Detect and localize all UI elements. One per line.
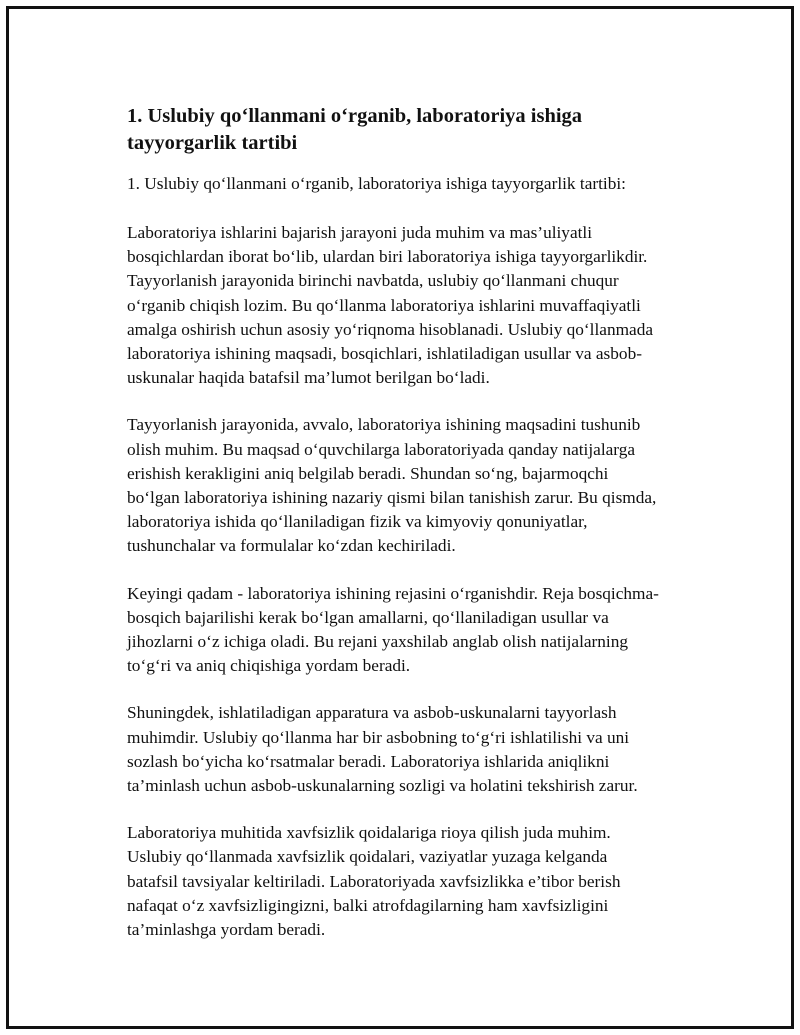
page-border (6, 6, 794, 1029)
document-body (127, 103, 707, 942)
paragraph-5: Laboratoriya muhitida xavfsizlik qoidalariga rioya qilish juda muhim. Uslubiy qo‘llanmada xavfsizlik qoidalari, vaziyatlar yuzaga kelganda batafsil tavsiyalar keltiriladi. Laboratoriyada xavfsizlikka e’tibor berish nafaqat o‘z xavfsizligingizni, balki atrofdagilarning ham xavfsizligini ta’minlashga yordam beradi. (127, 823, 621, 940)
paragraph-3: Keyingi qadam - laboratoriya ishining rejasini o‘rganishdir. Reja bosqichma- bosqich bajarilishi kerak bo‘lgan amallarni, qo‘llaniladigan usullar va jihozlarni o‘z ichiga oladi. Bu rejani yaxshilab anglab olish natijalarning to‘g‘ri va aniq chiqishiga yordam beradi. (127, 583, 659, 676)
page-title: 1. Uslubiy qo‘llanmani o‘rganib, laboratoriya ishiga tayyorgarlik tartibi (127, 105, 583, 154)
paragraph-1: Laboratoriya ishlarini bajarish jarayoni juda muhim va mas’uliyatli bosqichlardan iborat bo‘lib, ulardan biri laboratoriya ishiga tayyorgarlikdir. Tayyorlanish jarayonida birinchi navbatda, uslubiy qo‘llanmani chuqur o‘rganib chiqish lozim. Bu qo‘llanma laboratoriya ishlarini muvaffaqiyatli amalga oshirish uchun asosiy yo‘riqnoma hisoblanadi. Uslubiy qo‘llanmada laboratoriya ishining maqsadi, bosqichlari, ishlatiladigan usullar va asbob- uskunalar haqida batafsil ma’lumot berilgan bo‘ladi. (127, 223, 654, 388)
paragraph-2: Tayyorlanish jarayonida, avvalo, laboratoriya ishining maqsadini tushunib olish muhim. Bu maqsad o‘quvchilarga laboratoriyada qanday natijalarga erishish kerakligini aniq belgilab beradi. Shundan so‘ng, bajarmoqchi bo‘lgan laboratoriya ishining nazariy qismi bilan tanishish zarur. Bu qismda, laboratoriya ishida qo‘llaniladigan fizik va kimyoviy qonuniyatlar, tushunchalar va formulalar ko‘zdan kechiriladi. (127, 415, 657, 556)
section-subtitle: 1. Uslubiy qo‘llanmani o‘rganib, laboratoriya ishiga tayyorgarlik tartibi: (127, 174, 626, 193)
paragraph-4: Shuningdek, ishlatiladigan apparatura va asbob-uskunalarni tayyorlash muhimdir. Uslubiy qo‘llanma har bir asbobning to‘g‘ri ishlatilishi va uni sozlash bo‘yicha ko‘rsatmalar beradi. Laboratoriya ishlarida aniqlikni ta’minlash uchun asbob-uskunalarning sozligi va holatini tekshirish zarur. (127, 703, 638, 796)
